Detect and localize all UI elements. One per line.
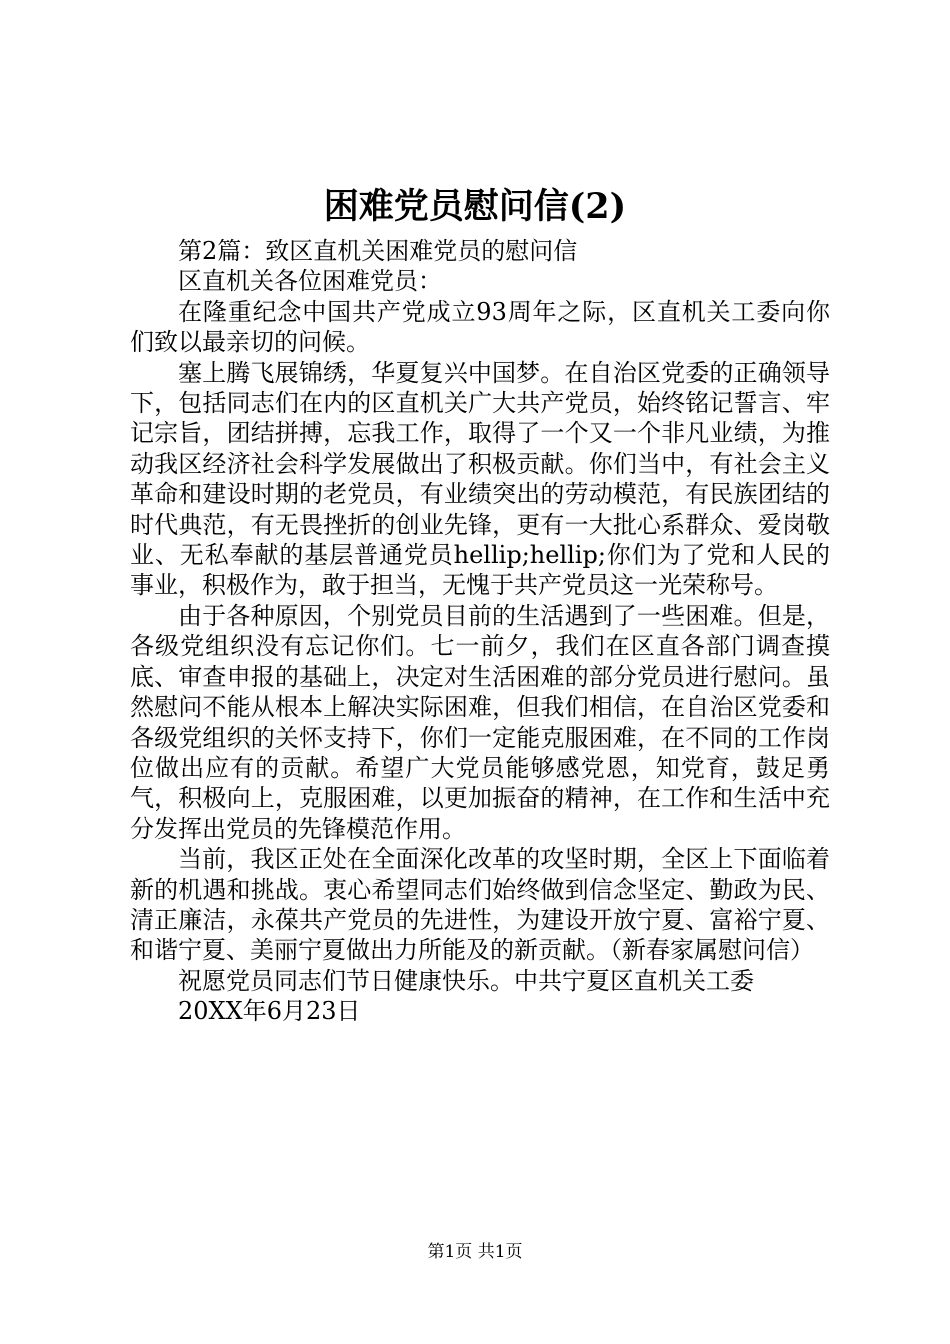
document-body [130, 236, 830, 1027]
body-paragraph: 在隆重纪念中国共产党成立93周年之际，区直机关工委向你们致以最亲切的问候。 [130, 297, 830, 357]
document-title: 困难党员慰问信(2) [323, 186, 627, 227]
page-indicator: 第1页 共1页 [427, 1242, 523, 1262]
date-line: 20XX年6月23日 [178, 997, 361, 1026]
salutation: 区直机关各位困难党员： [178, 267, 442, 296]
closing-signature: 祝愿党员同志们节日健康快乐。中共宁夏区直机关工委 [178, 966, 754, 995]
section-heading: 第2篇：致区直机关困难党员的慰问信 [178, 237, 578, 265]
body-paragraph: 由于各种原因，个别党员目前的生活遇到了一些困难。但是，各级党组织没有忘记你们。七一前夕，我们在区直各部门调查摸底、审查申报的基础上，决定对生活困难的部分党员进行慰问。虽然慰问不能从根本上解决实际困难，但我们相信，在自治区党委和各级党组织的关怀支持下，你们一定能克服困难，在不同的工作岗位做出应有的贡献。希望广大党员能够感党恩，知党育，鼓足勇气，积极向上，克服困难，以更加振奋的精神，在工作和生活中充分发挥出党员的先锋模范作用。 [130, 601, 830, 843]
body-paragraph: 塞上腾飞展锦绣，华夏复兴中国梦。在自治区党委的正确领导下，包括同志们在内的区直机关广大共产党员，始终铭记誓言、牢记宗旨，团结拼搏，忘我工作，取得了一个又一个非凡业绩，为推动我区经济社会科学发展做出了积极贡献。你们当中，有社会主义革命和建设时期的老党员，有业绩突出的劳动模范，有民族团结的时代典范，有无畏挫折的创业先锋，更有一大批心系群众、爱岗敬业、无私奉献的基层普通党员hellip;hellip;你们为了党和人民的事业，积极作为，敢于担当，无愧于共产党员这一光荣称号。 [130, 358, 830, 600]
body-paragraph: 当前，我区正处在全面深化改革的攻坚时期，全区上下面临着新的机遇和挑战。衷心希望同志们始终做到信念坚定、勤政为民、清正廉洁，永葆共产党员的先进性，为建设开放宁夏、富裕宁夏、和谐宁夏、美丽宁夏做出力所能及的新贡献。（新春家属慰问信） [130, 845, 830, 965]
page-footer [0, 1240, 950, 1264]
